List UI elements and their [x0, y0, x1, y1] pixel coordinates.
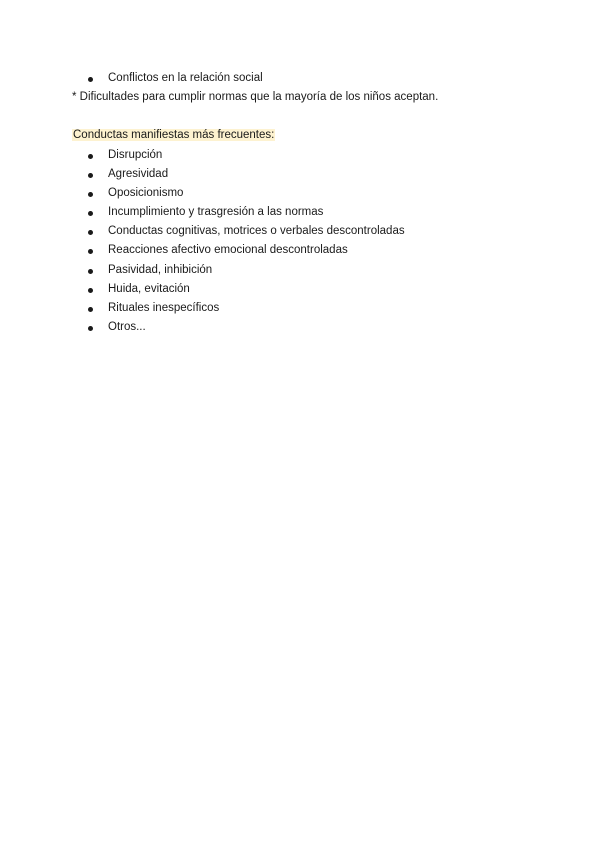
highlighted-heading: Conductas manifiestas más frecuentes: — [73, 129, 275, 141]
list-item-text: Disrupción — [108, 149, 163, 161]
list-item-text: Huida, evitación — [108, 283, 190, 295]
bullet-icon — [88, 154, 93, 159]
bullet-icon — [88, 230, 93, 235]
bullet-icon — [88, 77, 93, 82]
bullet-icon — [88, 269, 93, 274]
list-item-text: Rituales inespecíficos — [108, 302, 220, 314]
section-heading — [72, 129, 275, 141]
note-text: * Dificultades para cumplir normas que la mayoría de los niños aceptan. — [72, 91, 439, 103]
list-item-text: Oposicionismo — [108, 187, 184, 199]
list-item-text: Incumplimiento y trasgresión a las normas — [108, 206, 324, 218]
bullet-icon — [88, 249, 93, 254]
list-item-text: Agresividad — [108, 168, 169, 180]
bullet-icon — [88, 288, 93, 293]
bullet-icon — [88, 192, 93, 197]
list-item-text: Reacciones afectivo emocional descontroladas — [108, 244, 348, 256]
list-item-text: Conflictos en la relación social — [108, 72, 263, 84]
list-item-text: Conductas cognitivas, motrices o verbales descontroladas — [108, 225, 405, 237]
bullet-icon — [88, 211, 93, 216]
list-item-text: Otros... — [108, 321, 146, 333]
bullet-icon — [88, 173, 93, 178]
bullet-icon — [88, 326, 93, 331]
bullet-icon — [88, 307, 93, 312]
list-item-text: Pasividad, inhibición — [108, 264, 213, 276]
